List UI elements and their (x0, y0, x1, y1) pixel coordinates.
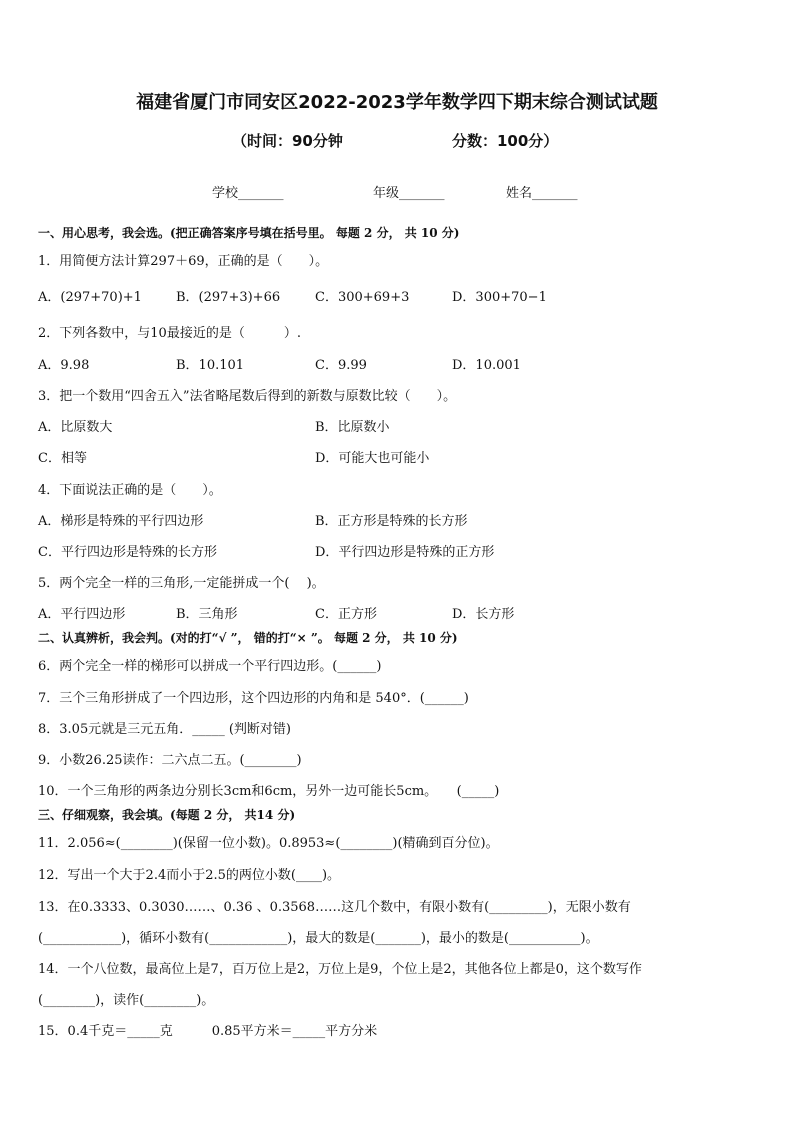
q5-option-b: B．三角形 (176, 607, 238, 622)
question-12: 12．写出一个大于2.4而小于2.5的两位小数(____)。 (38, 868, 341, 883)
q3-option-a: A．比原数大 (38, 420, 113, 435)
section-3-heading: 三、仔细观察，我会填。(每题 2 分， 共14 分) (38, 808, 296, 822)
q5-option-d: D．长方形 (452, 607, 515, 622)
name-field: 姓名_______ (506, 186, 578, 201)
q4-option-c: C．平行四边形是特殊的长方形 (38, 545, 217, 560)
q1-option-c: C．300+69+3 (315, 290, 410, 305)
question-2: 2．下列各数中，与10最接近的是（ ）. (38, 326, 301, 341)
question-13-continued: (____________)，循环小数有(____________)，最大的数是(_______)，最小的数是(___________)。 (38, 931, 599, 946)
q5-option-a: A．平行四边形 (38, 607, 126, 622)
question-7: 7．三个三角形拼成了一个四边形，这个四边形的内角和是 540°．(______) (38, 691, 469, 706)
q1-option-b: B．(297+3)+66 (176, 290, 281, 305)
page-title: 福建省厦门市同安区2022-2023学年数学四下期末综合测试试题 (136, 92, 658, 113)
q3-option-d: D．可能大也可能小 (315, 451, 430, 466)
question-1: 1．用简便方法计算297＋69，正确的是（ ）。 (38, 254, 329, 269)
question-8: 8．3.05元就是三元五角．_____ (判断对错) (38, 722, 291, 737)
q2-option-b: B．10.101 (176, 358, 245, 373)
section-1-heading: 一、用心思考，我会选。(把正确答案序号填在括号里。 每题 2 分， 共 10 分) (38, 226, 460, 240)
question-15: 15．0.4千克＝_____克 0.85平方米＝_____平方分米 (38, 1024, 378, 1039)
q2-option-d: D．10.001 (452, 358, 521, 373)
q1-option-a: A．(297+70)+1 (38, 290, 142, 305)
grade-field: 年级_______ (373, 186, 445, 201)
question-3: 3．把一个数用“四舍五入”法省略尾数后得到的新数与原数比较（ ）。 (38, 389, 457, 404)
q5-option-c: C．正方形 (315, 607, 377, 622)
question-4: 4．下面说法正确的是（ ）。 (38, 483, 222, 498)
school-field: 学校_______ (212, 186, 284, 201)
question-10: 10．一个三角形的两条边分别长3cm和6cm，另外一边可能长5cm。 (_____) (38, 784, 500, 799)
q3-option-b: B．比原数小 (315, 420, 390, 435)
question-14-continued: (________)，读作(________)。 (38, 993, 215, 1008)
q2-option-a: A．9.98 (38, 358, 90, 373)
question-5: 5．两个完全一样的三角形,一定能拼成一个( )。 (38, 576, 325, 591)
time-limit: （时间：90分钟 (232, 132, 343, 150)
q2-option-c: C．9.99 (315, 358, 367, 373)
question-14: 14．一个八位数，最高位上是7，百万位上是2，万位上是9，个位上是2，其他各位上都是0，这个数写作 (38, 962, 642, 977)
total-score: 分数：100分） (452, 132, 559, 150)
question-13: 13．在0.3333、0.3030……、0.36 、0.3568……这几个数中，有限小数有(_________)，无限小数有 (38, 900, 631, 915)
q4-option-b: B．正方形是特殊的长方形 (315, 514, 468, 529)
section-2-heading: 二、认真辨析，我会判。(对的打“√ ”， 错的打“× ”。 每题 2 分， 共 10 分) (38, 631, 458, 645)
question-11: 11．2.056≈(________)(保留一位小数)。0.8953≈(________)(精确到百分位)。 (38, 836, 499, 851)
q4-option-a: A．梯形是特殊的平行四边形 (38, 514, 204, 529)
q1-option-d: D．300+70−1 (452, 290, 547, 305)
question-6: 6．两个完全一样的梯形可以拼成一个平行四边形。(______) (38, 659, 382, 674)
question-9: 9．小数26.25读作：二六点二五。(________) (38, 753, 302, 768)
q3-option-c: C．相等 (38, 451, 87, 466)
q4-option-d: D．平行四边形是特殊的正方形 (315, 545, 495, 560)
